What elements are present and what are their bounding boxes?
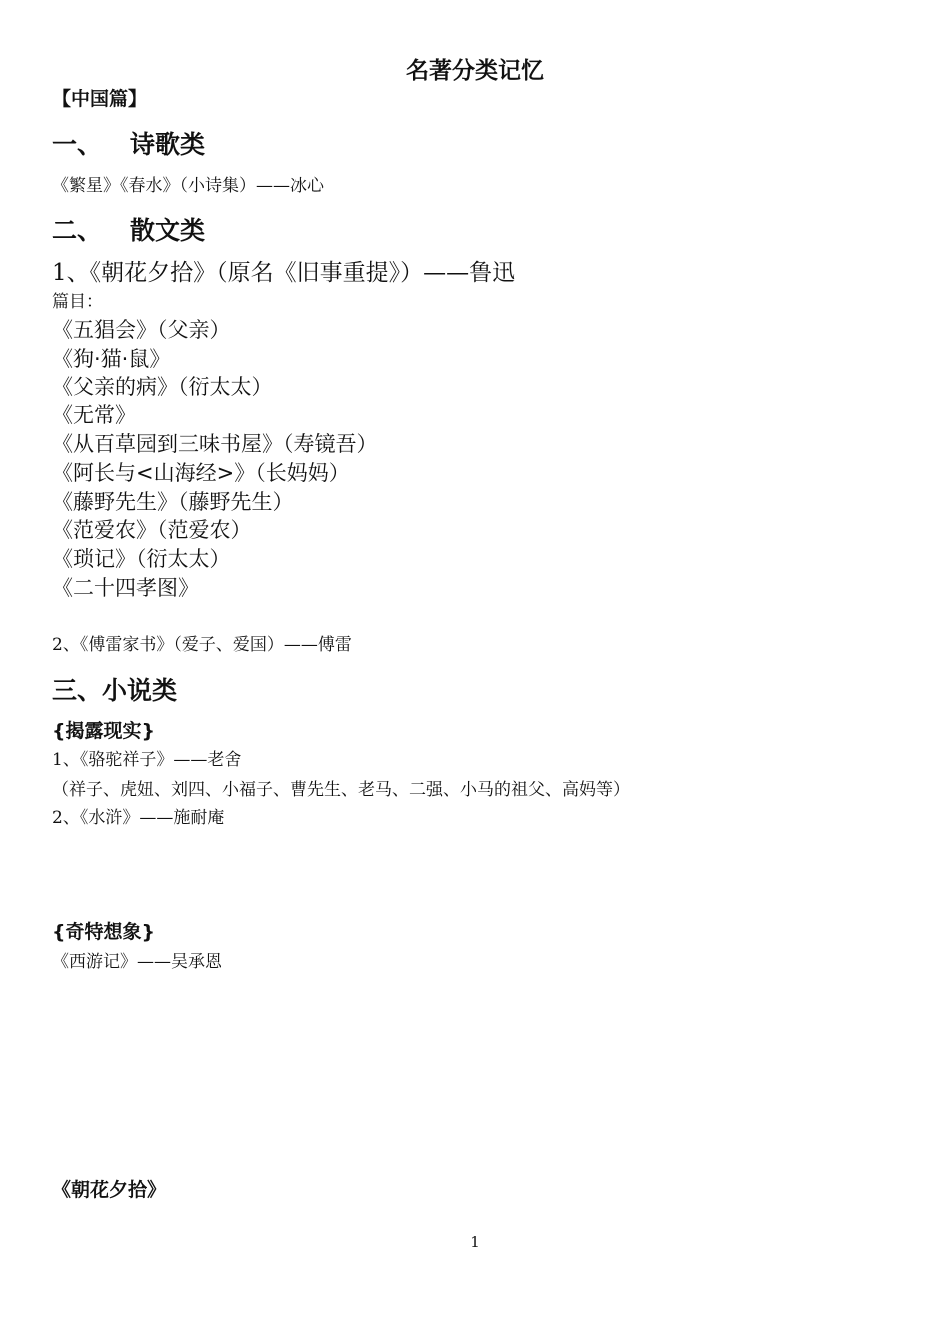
section-china-heading: 【中国篇】: [52, 88, 148, 110]
poetry-book-line: 《繁星》《春水》（小诗集）——冰心: [52, 176, 324, 196]
realism-label: {揭露现实}: [52, 720, 156, 742]
chapter-list-item: 《狗·猫·鼠》: [52, 347, 171, 371]
chapter-list-item: 《二十四孝图》: [52, 576, 199, 600]
section-heading-zhaohuaxishi: 《朝花夕拾》: [52, 1179, 167, 1201]
prose-book-1: 1、《朝花夕拾》（原名《旧事重提》）——鲁迅: [52, 260, 516, 286]
page-number: 1: [470, 1233, 480, 1251]
chapter-list-item: 《无常》: [52, 403, 136, 427]
chapter-list-item: 《从百草园到三味书屋》（寿镜吾）: [52, 432, 378, 456]
realism-book-2: 2、《水浒》——施耐庵: [52, 808, 225, 828]
fantasy-book: 《西游记》——吴承恩: [52, 952, 222, 972]
prose-heading-number: 二、: [52, 216, 103, 245]
chapter-list-item: 《琐记》（衍太太）: [52, 547, 231, 571]
chapter-list-item: 《阿长与<山海经>》（长妈妈）: [52, 461, 350, 485]
fantasy-label: {奇特想象}: [52, 921, 156, 943]
chapter-list-item: 《范爱农》（范爱农）: [52, 518, 252, 542]
chapter-list-item: 《五猖会》（父亲）: [52, 318, 231, 342]
realism-book-1: 1、《骆驼祥子》——老舍: [52, 750, 242, 770]
chapters-label: 篇目：: [52, 292, 103, 312]
prose-heading: 散文类: [130, 216, 206, 245]
poetry-heading: 诗歌类: [130, 130, 206, 159]
chapter-list-item: 《父亲的病》（衍太太）: [52, 375, 273, 399]
chapter-list-item: 《藤野先生》（藤野先生）: [52, 490, 294, 514]
novel-heading: 三、小说类: [52, 676, 178, 705]
prose-book-2: 2、《傅雷家书》（爱子、爱国）——傅雷: [52, 635, 352, 655]
page-title: 名著分类记忆: [406, 58, 544, 84]
realism-book-1-characters: （祥子、虎妞、刘四、小福子、曹先生、老马、二强、小马的祖父、高妈等）: [52, 780, 630, 800]
poetry-heading-number: 一、: [52, 130, 103, 159]
